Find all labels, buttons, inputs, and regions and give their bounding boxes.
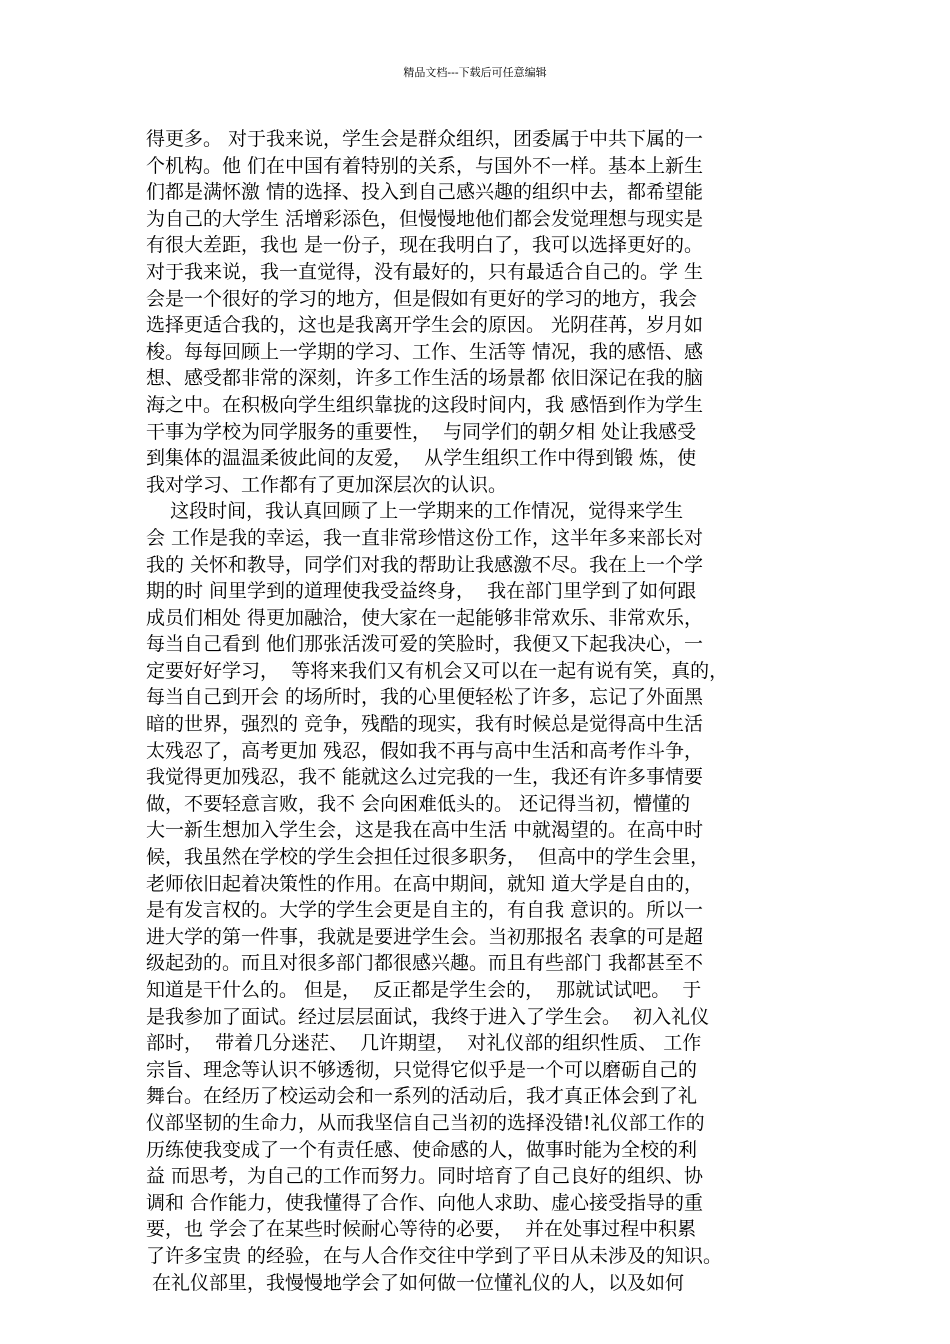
body-line: 我对学习、工作都有了更加深层次的认识。 [146, 473, 508, 496]
body-line: 这段时间，我认真回顾了上一学期来的工作情况，觉得来学生 [146, 500, 684, 523]
body-line: 会 工作是我的幸运，我一直非常珍惜这份工作，这半年多来部长对 [146, 526, 704, 549]
body-line: 会是一个很好的学习的地方，但是假如有更好的学习的地方，我会 [146, 287, 698, 310]
body-line: 调和 合作能力，使我懂得了合作、向他人求助、虚心接受指导的重 [146, 1191, 704, 1214]
body-line: 了许多宝贵 的经验，在与人合作交往中学到了平日从未涉及的知识。 [146, 1244, 723, 1267]
body-line: 要，也 学会了在某些时候耐心等待的必要， 并在处事过程中积累 [146, 1218, 697, 1241]
body-line: 期的时 间里学到的道理使我受益终身， 我在部门里学到了如何跟 [146, 580, 697, 603]
body-line: 梭。每每回顾上一学期的学习、工作、生活等 情况，我的感悟、感 [146, 340, 704, 363]
body-line: 宗旨、理念等认识不够透彻，只觉得它似乎是一个可以磨砺自己的 [146, 1058, 698, 1081]
body-line: 做，不要轻意言败，我不 会向困难低头的。 还记得当初，懵懂的 [146, 792, 691, 815]
body-line: 太残忍了，高考更加 残忍，假如我不再与高中生活和高考作斗争， [146, 739, 704, 762]
body-line: 们都是满怀激 情的选择、投入到自己感兴趣的组织中去，都希望能 [146, 181, 704, 204]
body-line: 我觉得更加残忍，我不 能就这么过完我的一生，我还有许多事情要 [146, 766, 704, 789]
body-line: 在礼仪部里，我慢慢地学会了如何做一位懂礼仪的人，以及如何 [146, 1271, 685, 1294]
body-line: 是有发言权的。大学的学生会更是自主的，有自我 意识的。所以一 [146, 899, 704, 922]
body-line: 每当自己到开会 的场所时，我的心里便轻松了许多，忘记了外面黑 [146, 686, 704, 709]
body-text [146, 126, 826, 1296]
body-line: 暗的世界，强烈的 竞争，残酷的现实，我有时候总是觉得高中生活 [146, 713, 704, 736]
body-line: 进大学的第一件事，我就是要进学生会。当初那报名 表拿的可是超 [146, 925, 704, 948]
body-line: 大一新生想加入学生会，这是我在高中生活 中就渴望的。在高中时 [146, 819, 704, 842]
body-line: 到集体的温温柔彼此间的友爱， 从学生组织工作中得到锻 炼，使 [146, 447, 697, 470]
body-line: 干事为学校为同学服务的重要性， 与同学们的朝夕相 处让我感受 [146, 420, 697, 443]
body-line: 老师依旧起着决策性的作用。在高中期间，就知 道大学是自由的， [146, 872, 704, 895]
body-line: 对于我来说，我一直觉得，没有最好的，只有最适合自己的。学 生 [146, 260, 704, 283]
body-line: 是我参加了面试。经过层层面试，我终于进入了学生会。 初入礼仪 [146, 1005, 710, 1028]
body-line: 个机构。他 们在中国有着特别的关系，与国外不一样。基本上新生 [146, 154, 704, 177]
body-line: 定要好好学习， 等将来我们又有机会又可以在一起有说有笑，真的， [146, 659, 729, 682]
body-line: 仪部坚韧的生命力，从而我坚信自己当初的选择没错!礼仪部工作的 [146, 1111, 705, 1134]
body-line: 成员们相处 得更加融洽，使大家在一起能够非常欢乐、非常欢乐， [146, 606, 704, 629]
body-line: 有很大差距，我也 是一份子，现在我明白了，我可以选择更好的。 [146, 234, 704, 257]
body-line: 益 而思考，为自己的工作而努力。同时培育了自己良好的组织、协 [146, 1165, 704, 1188]
body-line: 得更多。 对于我来说，学生会是群众组织，团委属于中共下属的一 [146, 128, 704, 150]
page-header: 精品文档---下载后可任意编辑 [403, 66, 547, 79]
body-line: 想、感受都非常的深刻，许多工作生活的场景都 依旧深记在我的脑 [146, 367, 704, 390]
body-line: 候，我虽然在学校的学生会担任过很多职务， 但高中的学生会里， [146, 846, 710, 869]
body-line: 历练使我变成了一个有责任感、使命感的人，做事时能为全校的利 [146, 1138, 698, 1161]
body-line: 我的 关怀和教导，同学们对我的帮助让我感激不尽。我在上一个学 [146, 553, 704, 576]
body-line: 知道是干什么的。 但是， 反正都是学生会的， 那就试试吧。 于 [146, 979, 702, 1001]
body-line: 为自己的大学生 活增彩添色，但慢慢地他们都会发觉理想与现实是 [146, 207, 704, 230]
body-line: 级起劲的。而且对很多部门都很感兴趣。而且有些部门 我都甚至不 [146, 952, 704, 975]
body-line: 部时， 带着几分迷茫、 几许期望， 对礼仪部的组织性质、 工作 [146, 1032, 702, 1055]
body-line: 海之中。在积极向学生组织靠拢的这段时间内，我 感悟到作为学生 [146, 393, 704, 416]
body-line: 每当自己看到 他们那张活泼可爱的笑脸时，我便又下起我决心，一 [146, 633, 704, 656]
body-line: 选择更适合我的，这也是我离开学生会的原因。 光阴荏苒，岁月如 [146, 314, 704, 337]
body-line: 舞台。在经历了校运动会和一系列的活动后，我才真正体会到了礼 [146, 1085, 698, 1108]
